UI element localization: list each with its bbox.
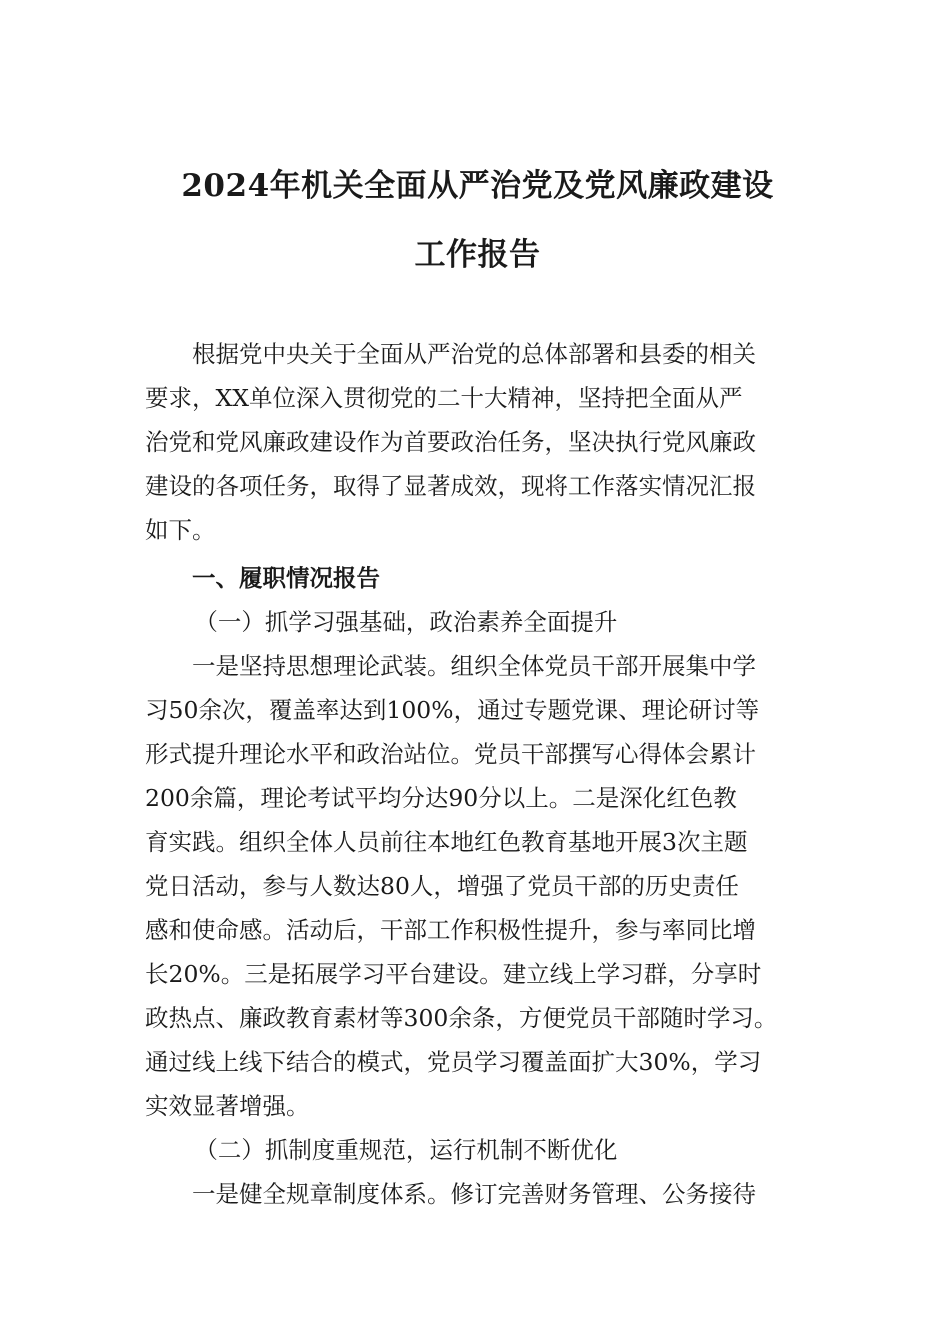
text-line: 治党和党风廉政建设作为首要政治任务，坚决执行党风廉政 bbox=[145, 428, 756, 456]
text-line: 实效显著增强。 bbox=[145, 1092, 310, 1120]
text-line: 形式提升理论水平和政治站位。党员干部撰写心得体会累计 bbox=[145, 740, 756, 768]
document-title-line-1: 2024年机关全面从严治党及党风廉政建设 bbox=[181, 168, 774, 204]
section-heading: 一、履职情况报告 bbox=[192, 564, 380, 592]
text-line: 一是健全规章制度体系。修订完善财务管理、公务接待 bbox=[192, 1180, 756, 1208]
text-line: 要求，XX单位深入贯彻党的二十大精神，坚持把全面从严 bbox=[145, 384, 743, 412]
text-line: 长20%。三是拓展学习平台建设。建立线上学习群，分享时 bbox=[145, 960, 762, 988]
text-line: 感和使命感。活动后，干部工作积极性提升，参与率同比增 bbox=[145, 916, 756, 944]
subsection-2-paragraph bbox=[145, 1172, 810, 1216]
text-line: 育实践。组织全体人员前往本地红色教育基地开展3次主题 bbox=[145, 828, 748, 856]
text-line: 通过线上线下结合的模式，党员学习覆盖面扩大30%，学习 bbox=[145, 1048, 762, 1076]
text-line: 如下。 bbox=[145, 516, 216, 544]
intro-paragraph bbox=[145, 332, 810, 552]
text-line: 一是坚持思想理论武装。组织全体党员干部开展集中学 bbox=[192, 652, 756, 680]
document-title-line-2: 工作报告 bbox=[414, 237, 541, 273]
text-line: 根据党中央关于全面从严治党的总体部署和县委的相关 bbox=[192, 340, 756, 368]
subsection-heading: （二）抓制度重规范，运行机制不断优化 bbox=[194, 1136, 618, 1164]
text-line: 党日活动，参与人数达80人，增强了党员干部的历史责任 bbox=[145, 872, 739, 900]
subsection-1-paragraph bbox=[145, 644, 810, 1128]
document-body bbox=[145, 332, 810, 1216]
subsection-heading: （一）抓学习强基础，政治素养全面提升 bbox=[194, 608, 618, 636]
text-line: 建设的各项任务，取得了显著成效，现将工作落实情况汇报 bbox=[145, 472, 756, 500]
text-line: 200余篇，理论考试平均分达90分以上。二是深化红色教 bbox=[145, 784, 737, 812]
text-line: 习50余次，覆盖率达到100%，通过专题党课、理论研讨等 bbox=[145, 696, 760, 724]
text-line: 政热点、廉政教育素材等300余条，方便党员干部随时学习。 bbox=[145, 1004, 778, 1032]
